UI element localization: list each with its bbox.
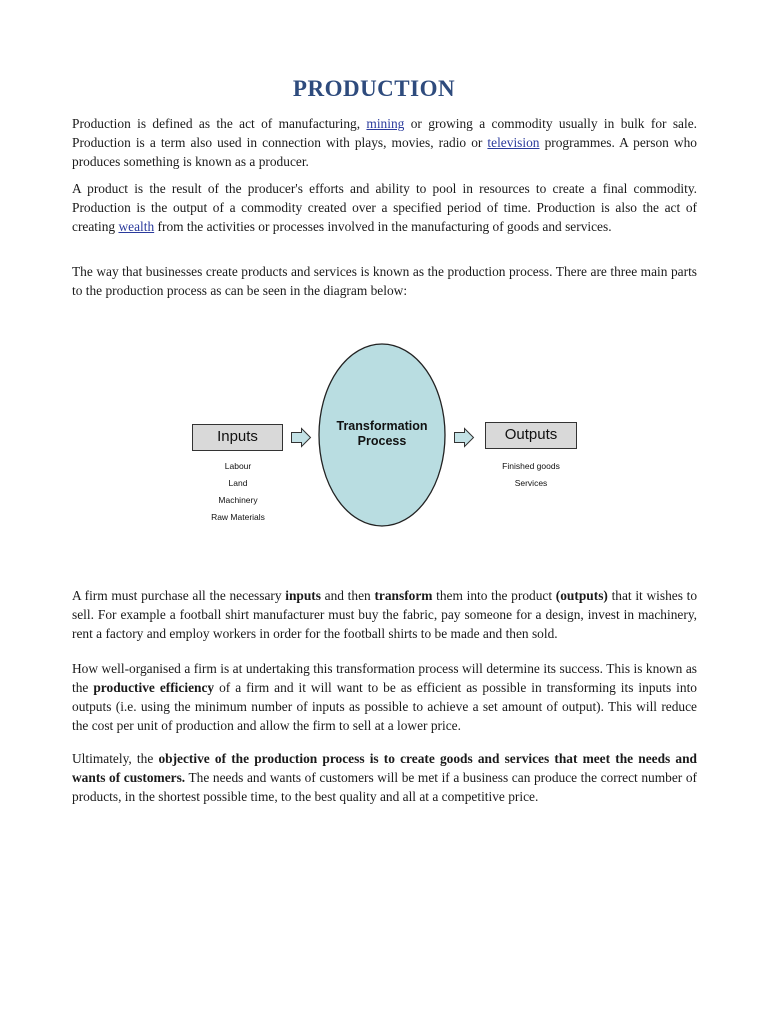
production-process-diagram [0,330,768,540]
bold-term: transform [374,588,433,603]
paragraph-text: that it wishes to sell. For example a football shirt manufacturer must buy the fabric, pay someone for a design, invest in machinery, rent a factory and employ workers in order for the football shirts to be made and then sold. [72,588,698,641]
outputs-list-item: Finished goods [502,461,560,471]
paragraph-text: The needs and wants of customers will be met if a business can produce the correct number of products, in the shortest possible time, to the best quality and all at a competitive price. [72,770,697,804]
inputs-label: Inputs [217,428,258,445]
link-mining[interactable]: mining [366,116,405,131]
paragraph-text: them into the product [432,588,556,603]
paragraph-text: or growing a commodity usually in bulk for sale. Production is a term also used in connection with plays, movies, radio or [72,116,697,150]
paragraph-text: How well-organised a firm is at undertaking this transformation process will determine its success. This is known as the [72,661,697,695]
paragraph-objective [72,749,697,806]
outputs-label: Outputs [504,426,558,443]
paragraph-productive-efficiency [72,659,697,735]
arrow-right-icon [455,429,474,447]
outputs-list [481,458,581,492]
paragraph-text: from the activities or processes involved in the manufacturing of goods and services. [154,219,612,234]
link-television[interactable]: television [487,135,540,150]
link-wealth[interactable]: wealth [118,219,155,234]
transformation-label-line: Transformation [336,419,428,433]
transformation-label [320,419,444,449]
bold-term: productive efficiency [93,680,215,695]
inputs-list-item: Labour [224,461,252,471]
inputs-list-item: Machinery [218,495,258,505]
paragraph-text: The way that businesses create products and services is known as the production process. There are three main parts to the production process as can be seen in the diagram below: [72,264,697,298]
bold-term: inputs [285,588,321,603]
paragraph-text: A product is the result of the producer's efforts and ability to pool in resources to create a final commodity. Production is the output of a commodity created over a specified period of time. Production is also the act of creating [72,181,697,234]
paragraph-text: and then [320,588,375,603]
bold-term: (outputs) [555,588,608,603]
bold-term: objective of the production process is to create goods and services that meet the needs and wants of customers. [72,751,697,785]
paragraph-text: of a firm and it will want to be as efficient as possible in transforming its inputs into outputs (i.e. using the minimum number of inputs as possible to achieve a set amount of output). This will reduce the cost per unit of production and allow the firm to sell at a lower price. [72,680,697,733]
paragraph-inputs-transform [72,586,697,643]
outputs-list-item: Services [514,478,548,488]
paragraph-text: Production is defined as the act of manufacturing, [72,116,367,131]
paragraph-text: programmes. A person who produces something is known as a producer. [72,135,697,169]
inputs-list-item: Raw Materials [211,512,265,522]
paragraph-text: Ultimately, the [72,751,159,766]
inputs-list [188,458,288,526]
paragraph-process-intro [72,262,697,300]
inputs-list-item: Land [228,478,248,488]
paragraph-definition [72,114,697,171]
paragraph-product [72,179,697,236]
page-title: PRODUCTION [292,76,456,101]
transformation-label-line: Process [357,434,407,448]
paragraph-text: A firm must purchase all the necessary [72,588,286,603]
arrow-right-icon [292,429,311,447]
